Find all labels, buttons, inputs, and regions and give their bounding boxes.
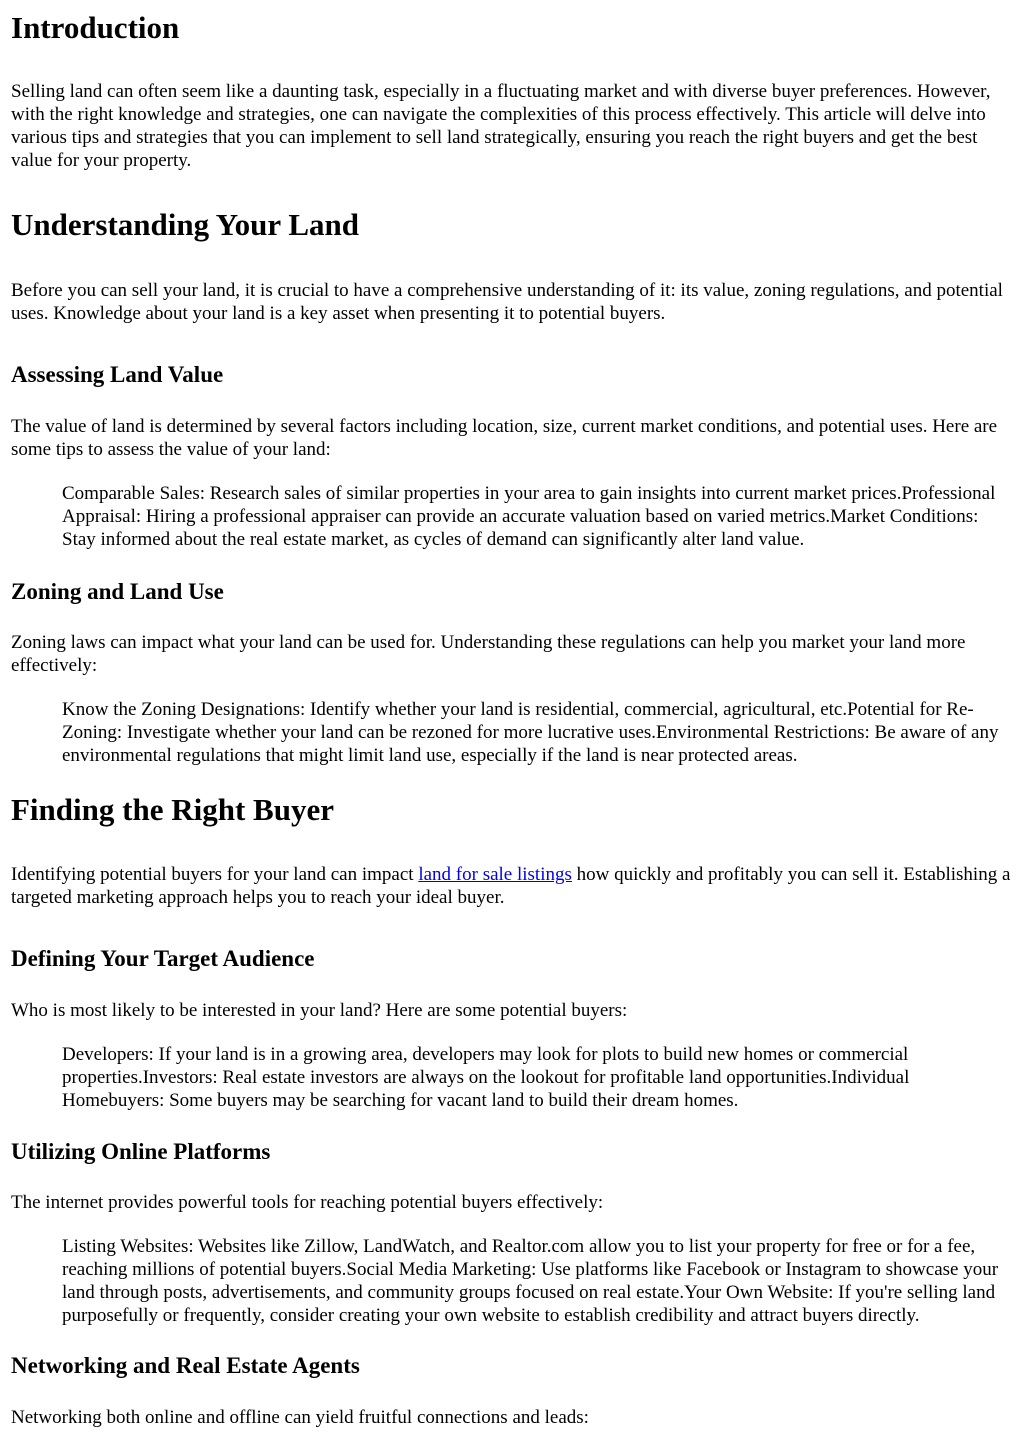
heading-networking-and-real-estate-agents: Networking and Real Estate Agents [11, 1353, 360, 1378]
heading-defining-your-target-audience: Defining Your Target Audience [11, 946, 315, 971]
list-zoning-and-land-use: Know the Zoning Designations: Identify whether your land is residential, commercial, agricultural, etc.Potential for Re-Zoning: Investigate whether your land can be rezoned for more lucrative uses.Environmental Restrictions: Be aware of any environmental regulations that might limit land use, especially if the land is near protected areas. [62, 699, 999, 766]
heading-introduction: Introduction [11, 10, 180, 45]
list-assessing-land-value: Comparable Sales: Research sales of similar properties in your area to gain insights into current market prices.Professional Appraisal: Hiring a professional appraiser can provide an accurate valuation based on varied metrics.Market Conditions: Stay informed about the real estate market, as cycles of demand can significantly alter land value. [62, 483, 996, 550]
heading-assessing-land-value: Assessing Land Value [11, 362, 224, 387]
paragraph-zoning-and-land-use: Zoning laws can impact what your land can be used for. Understanding these regulations can help you market your land more effectively: [11, 632, 966, 676]
paragraph-understanding-your-land: Before you can sell your land, it is crucial to have a comprehensive understanding of it: its value, zoning regulations, and potential uses. Knowledge about your land is a key asset when presenting it to potential buyers. [11, 280, 1003, 324]
heading-finding-the-right-buyer: Finding the Right Buyer [11, 792, 334, 827]
list-utilizing-online-platforms: Listing Websites: Websites like Zillow, LandWatch, and Realtor.com allow you to list your property for free or for a fee, reaching millions of potential buyers.Social Media Marketing: Use platforms like Facebook or Instagram to showcase your land through posts, advertisements, and community groups focused on real estate.Your Own Website: If you're selling land purposefully or frequently, consider creating your own website to establish credibility and attract buyers directly. [62, 1236, 999, 1326]
heading-zoning-and-land-use: Zoning and Land Use [11, 579, 224, 604]
paragraph-networking-and-real-estate-agents: Networking both online and offline can yield fruitful connections and leads: [11, 1407, 589, 1428]
paragraph-text-after-link: how quickly and profitably you can sell it. Establishing a targeted marketing approach helps you to reach your ideal buyer. [11, 864, 1011, 908]
paragraph-assessing-land-value: The value of land is determined by several factors including location, size, current market conditions, and potential uses. Here are some tips to assess the value of your land: [11, 416, 998, 460]
paragraph-defining-your-target-audience: Who is most likely to be interested in your land? Here are some potential buyers: [11, 1000, 628, 1021]
list-defining-your-target-audience: Developers: If your land is in a growing area, developers may look for plots to build new homes or commercial properties.Investors: Real estate investors are always on the lookout for profitable land opportunities.Individual Homebuyers: Some buyers may be searching for vacant land to build their dream homes. [62, 1044, 910, 1111]
land-for-sale-listings-link[interactable]: land for sale listings [418, 864, 572, 885]
paragraph-utilizing-online-platforms: The internet provides powerful tools for reaching potential buyers effectively: [11, 1192, 604, 1213]
heading-utilizing-online-platforms: Utilizing Online Platforms [11, 1139, 271, 1164]
paragraph-introduction: Selling land can often seem like a daunting task, especially in a fluctuating market and with diverse buyer preferences. However, with the right knowledge and strategies, one can navigate the complexities of this process effectively. This article will delve into various tips and strategies that you can implement to sell land strategically, ensuring you reach the right buyers and get the best value for your property. [11, 81, 991, 171]
paragraph-finding-the-right-buyer [11, 863, 1014, 909]
paragraph-text-before-link: Identifying potential buyers for your land can impact [11, 864, 419, 885]
heading-understanding-your-land: Understanding Your Land [11, 207, 360, 242]
